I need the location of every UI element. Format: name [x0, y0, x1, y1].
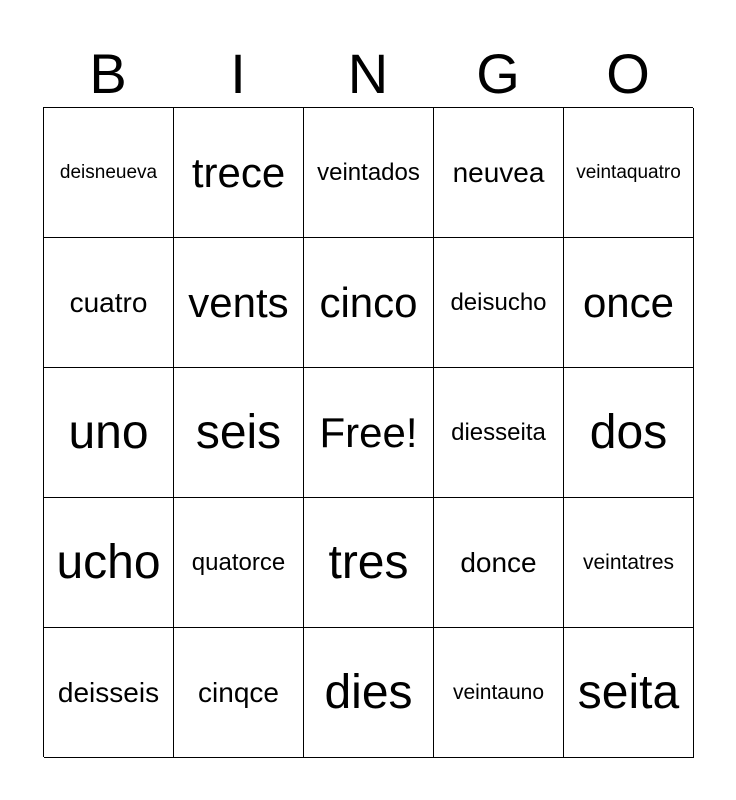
header-letter-o: O — [606, 42, 650, 105]
header-letter-b: B — [89, 42, 127, 105]
bingo-header — [43, 40, 693, 108]
bingo-cell[interactable]: cuatro — [44, 238, 174, 368]
bingo-cell[interactable]: veintados — [304, 108, 434, 238]
bingo-cell[interactable]: ucho — [44, 498, 174, 628]
bingo-cell[interactable]: deisucho — [434, 238, 564, 368]
bingo-cell[interactable]: seita — [564, 628, 694, 758]
header-letter-g: G — [476, 42, 520, 105]
bingo-card — [43, 107, 693, 757]
bingo-cell[interactable]: uno — [44, 368, 174, 498]
bingo-cell[interactable]: trece — [174, 108, 304, 238]
bingo-cell[interactable]: neuvea — [434, 108, 564, 238]
bingo-cell[interactable]: diesseita — [434, 368, 564, 498]
bingo-cell[interactable]: quatorce — [174, 498, 304, 628]
bingo-cell[interactable]: seis — [174, 368, 304, 498]
free-space-cell[interactable]: Free! — [304, 368, 434, 498]
bingo-cell[interactable]: deisneueva — [44, 108, 174, 238]
bingo-cell[interactable]: cinco — [304, 238, 434, 368]
bingo-cell[interactable]: deisseis — [44, 628, 174, 758]
bingo-cell[interactable]: cinqce — [174, 628, 304, 758]
bingo-cell[interactable]: dies — [304, 628, 434, 758]
bingo-cell[interactable]: veintaquatro — [564, 108, 694, 238]
bingo-cell[interactable]: veintatres — [564, 498, 694, 628]
header-letter-n: N — [347, 42, 389, 105]
header-letter-i: I — [230, 42, 246, 105]
bingo-cell[interactable]: once — [564, 238, 694, 368]
bingo-cell[interactable]: veintauno — [434, 628, 564, 758]
bingo-cell[interactable]: tres — [304, 498, 434, 628]
bingo-cell[interactable]: donce — [434, 498, 564, 628]
bingo-cell[interactable]: dos — [564, 368, 694, 498]
bingo-cell[interactable]: vents — [174, 238, 304, 368]
